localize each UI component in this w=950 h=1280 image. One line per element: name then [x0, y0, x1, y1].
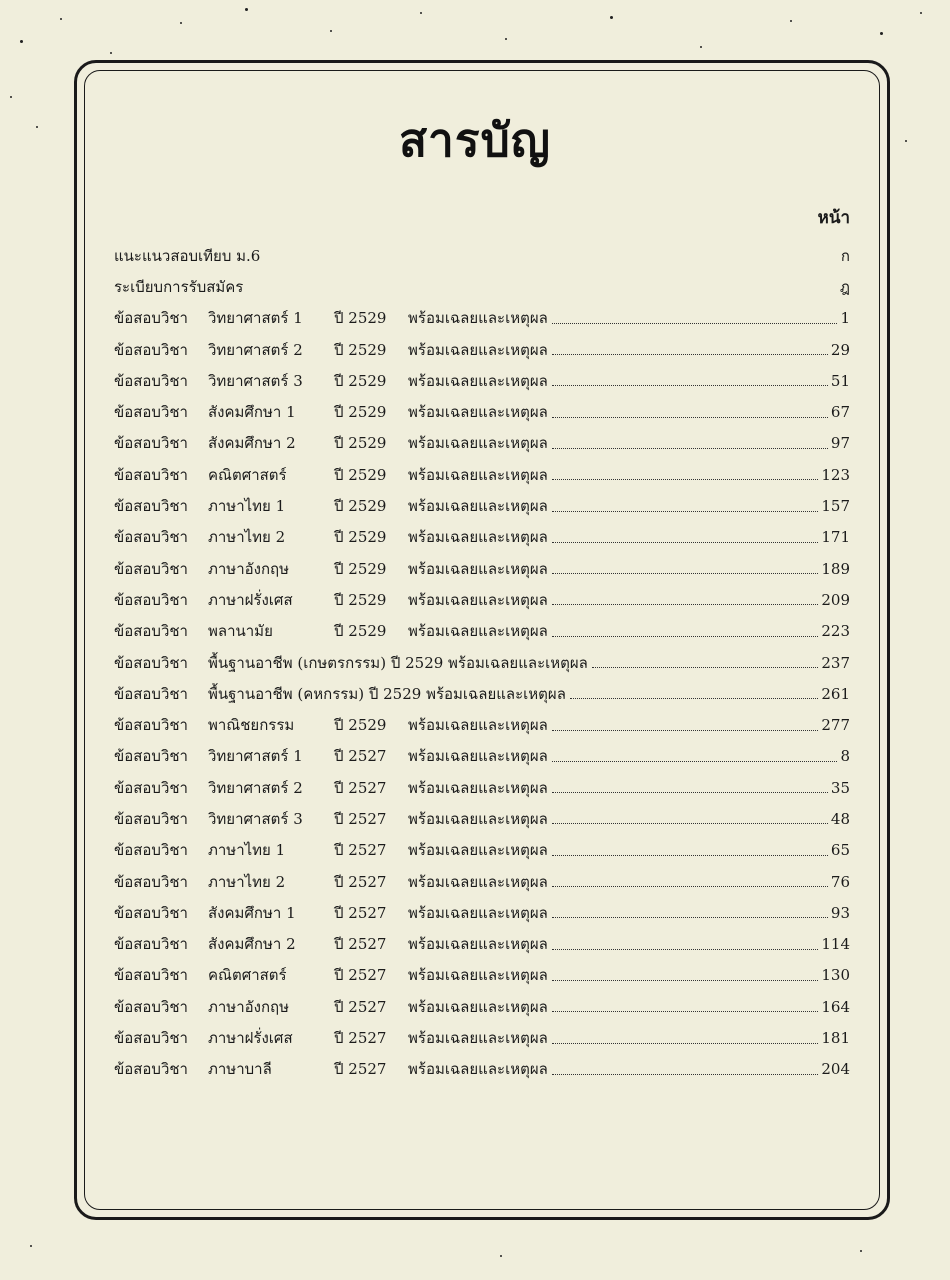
- toc-entry-year: ปี 2529: [334, 622, 387, 641]
- toc-page-number: 123: [821, 465, 850, 484]
- toc-entry-title: พร้อมเฉลยและเหตุผล: [408, 340, 548, 359]
- toc-entry-year: ปี 2529: [334, 434, 387, 453]
- toc-entry-label: ข้อสอบวิชา: [114, 434, 188, 453]
- toc-page-number: ฎ: [839, 277, 850, 296]
- toc-entry-label: ข้อสอบวิชา: [114, 653, 188, 672]
- toc-entry-row: [114, 772, 850, 803]
- toc-dot-leader: [552, 323, 838, 324]
- toc-dot-leader: [552, 761, 838, 762]
- toc-entry-subject: วิทยาศาสตร์ 3: [208, 371, 303, 390]
- toc-entry-row: [114, 584, 850, 615]
- toc-dot-leader: [552, 1043, 819, 1044]
- toc-dot-leader: [552, 511, 819, 512]
- toc-entry-subject: ภาษาฝรั่งเศส: [208, 1029, 293, 1048]
- toc-dot-leader: [552, 354, 828, 355]
- toc-entry-title: พร้อมเฉลยและเหตุผล: [408, 622, 548, 641]
- toc-entry-row: [114, 1054, 850, 1085]
- toc-entry-title: พร้อมเฉลยและเหตุผล: [408, 559, 548, 578]
- toc-entry-row: [114, 303, 850, 334]
- toc-page-number: 8: [840, 747, 850, 766]
- toc-entry-tail: [408, 870, 850, 894]
- toc-entry-row: [114, 459, 850, 490]
- toc-page-number: 277: [821, 716, 850, 735]
- toc-page-number: 157: [821, 497, 850, 516]
- toc-entry-row: [114, 929, 850, 960]
- toc-dot-leader: [592, 667, 818, 668]
- toc-entry-label: ข้อสอบวิชา: [114, 340, 188, 359]
- toc-entry-full-text: พื้นฐานอาชีพ (คหกรรม) ปี 2529 พร้อมเฉลยและเหตุผล: [208, 684, 566, 703]
- toc-entry-year: ปี 2529: [334, 403, 387, 422]
- toc-page-number: 51: [830, 371, 850, 390]
- toc-page-number: 114: [821, 935, 850, 954]
- toc-entry-subject: ภาษาอังกฤษ: [208, 559, 290, 578]
- toc-entry-year: ปี 2529: [334, 716, 387, 735]
- toc-entry-subject: สังคมศึกษา 2: [208, 935, 296, 954]
- toc-dot-leader: [552, 1074, 819, 1075]
- toc-entry-tail: [408, 776, 850, 800]
- toc-page-number: 97: [830, 434, 850, 453]
- toc-page-number: 35: [830, 778, 850, 797]
- toc-page-number: 261: [821, 684, 850, 703]
- toc-entry-row: [114, 678, 850, 709]
- toc-entry-year: ปี 2529: [334, 528, 387, 547]
- toc-entry-row: [114, 616, 850, 647]
- toc-dot-leader: [552, 448, 828, 449]
- toc-page-number: ก: [840, 246, 850, 265]
- toc-entry-subject: สังคมศึกษา 1: [208, 903, 296, 922]
- toc-entry-row: [114, 334, 850, 365]
- toc-entry-label: ข้อสอบวิชา: [114, 935, 188, 954]
- toc-dot-leader: [552, 636, 819, 637]
- toc-entry-tail: [408, 619, 850, 643]
- toc-entry-row: [114, 647, 850, 678]
- toc-entry-row: [114, 365, 850, 396]
- toc-entry-tail: [408, 901, 850, 925]
- toc-entry-label: ข้อสอบวิชา: [114, 966, 188, 985]
- toc-entry-title: พร้อมเฉลยและเหตุผล: [408, 590, 548, 609]
- toc-entry-tail: [408, 431, 850, 455]
- toc-entry-tail: [408, 306, 850, 330]
- toc-page-number: 181: [821, 1029, 850, 1048]
- toc-entry-subject: พาณิชยกรรม: [208, 716, 295, 735]
- toc-entry-tail: [408, 932, 850, 956]
- toc-entry-year: ปี 2527: [334, 1060, 387, 1079]
- toc-dot-leader: [552, 385, 828, 386]
- toc-entry-row: [114, 866, 850, 897]
- toc-page-number: 164: [821, 997, 850, 1016]
- toc-entry-row: [114, 960, 850, 991]
- toc-entry-tail: [208, 682, 850, 706]
- toc-dot-leader: [552, 980, 819, 981]
- toc-dot-leader: [552, 1011, 819, 1012]
- toc-entry-year: ปี 2527: [334, 1029, 387, 1048]
- toc-entry-row: [114, 428, 850, 459]
- toc-dot-leader: [552, 792, 828, 793]
- toc-page-number: 223: [821, 622, 850, 641]
- toc-entry-tail: [408, 838, 850, 862]
- toc-entry-label: ข้อสอบวิชา: [114, 716, 188, 735]
- toc-entry-label: ข้อสอบวิชา: [114, 309, 188, 328]
- toc-entry-subject: วิทยาศาสตร์ 2: [208, 340, 303, 359]
- toc-entry-label: ข้อสอบวิชา: [114, 1060, 188, 1079]
- toc-entry-label: ข้อสอบวิชา: [114, 1029, 188, 1048]
- toc-entry-label: ข้อสอบวิชา: [114, 778, 188, 797]
- toc-dot-leader: [552, 479, 819, 480]
- toc-entry-year: ปี 2527: [334, 809, 387, 828]
- toc-entry-label: ข้อสอบวิชา: [114, 622, 188, 641]
- toc-entry-year: ปี 2527: [334, 747, 387, 766]
- toc-entry-row: [114, 709, 850, 740]
- toc-dot-leader: [570, 698, 818, 699]
- toc-entry-label: ข้อสอบวิชา: [114, 872, 188, 891]
- toc-entry-row: [114, 803, 850, 834]
- toc-entry-year: ปี 2529: [334, 497, 387, 516]
- toc-entry-title: พร้อมเฉลยและเหตุผล: [408, 809, 548, 828]
- toc-entry-tail: [408, 338, 850, 362]
- toc-entry-tail: [408, 713, 850, 737]
- toc-page-number: 189: [821, 559, 850, 578]
- toc-entry-title: พร้อมเฉลยและเหตุผล: [408, 841, 548, 860]
- toc-intro-title: แนะแนวสอบเทียบ ม.6: [114, 246, 261, 265]
- toc-entry-subject: สังคมศึกษา 2: [208, 434, 296, 453]
- toc-intro-row: [114, 240, 850, 271]
- toc-page-number: 130: [821, 966, 850, 985]
- toc-entry-row: [114, 490, 850, 521]
- toc-entry-full-text: พื้นฐานอาชีพ (เกษตรกรรม) ปี 2529 พร้อมเฉลยและเหตุผล: [208, 653, 588, 672]
- toc-dot-leader: [552, 417, 828, 418]
- toc-entry-year: ปี 2527: [334, 872, 387, 891]
- toc-entry-year: ปี 2527: [334, 935, 387, 954]
- toc-entry-row: [114, 897, 850, 928]
- toc-entry-subject: วิทยาศาสตร์ 3: [208, 809, 303, 828]
- toc-entry-row: [114, 835, 850, 866]
- toc-entry-title: พร้อมเฉลยและเหตุผล: [408, 309, 548, 328]
- toc-entry-label: ข้อสอบวิชา: [114, 528, 188, 547]
- toc-entry-label: ข้อสอบวิชา: [114, 465, 188, 484]
- toc-page-number: 93: [830, 903, 850, 922]
- toc-entry-row: [114, 1022, 850, 1053]
- toc-entry-subject: พลานามัย: [208, 622, 273, 641]
- toc-dot-leader: [552, 886, 828, 887]
- toc-entry-tail: [408, 494, 850, 518]
- toc-entry-title: พร้อมเฉลยและเหตุผล: [408, 716, 548, 735]
- toc-entry-title: พร้อมเฉลยและเหตุผล: [408, 1060, 548, 1079]
- toc-page-number: 209: [821, 590, 850, 609]
- toc-dot-leader: [552, 730, 819, 731]
- toc-dot-leader: [552, 855, 828, 856]
- toc-entry-row: [114, 991, 850, 1022]
- toc-entry-label: ข้อสอบวิชา: [114, 590, 188, 609]
- toc-dot-leader: [552, 604, 819, 605]
- toc-entry-title: พร้อมเฉลยและเหตุผล: [408, 528, 548, 547]
- toc-entry-title: พร้อมเฉลยและเหตุผล: [408, 903, 548, 922]
- toc-dot-leader: [552, 573, 819, 574]
- toc-entry-tail: [408, 1057, 850, 1081]
- toc-entry-tail: [408, 525, 850, 549]
- toc-entry-label: ข้อสอบวิชา: [114, 559, 188, 578]
- toc-entry-tail: [208, 651, 850, 675]
- toc-entry-subject: ภาษาบาลี: [208, 1060, 272, 1079]
- toc-entry-row: [114, 553, 850, 584]
- toc-page-number: 237: [821, 653, 850, 672]
- toc-entry-label: ข้อสอบวิชา: [114, 497, 188, 516]
- toc-entry-title: พร้อมเฉลยและเหตุผล: [408, 747, 548, 766]
- toc-entry-tail: [408, 557, 850, 581]
- toc-page-number: 48: [830, 809, 850, 828]
- toc-entry-year: ปี 2527: [334, 966, 387, 985]
- toc-entry-title: พร้อมเฉลยและเหตุผล: [408, 434, 548, 453]
- toc-entry-tail: [408, 463, 850, 487]
- toc-dot-leader: [552, 823, 828, 824]
- toc-entry-subject: ภาษาไทย 1: [208, 497, 286, 516]
- toc-entry-tail: [408, 963, 850, 987]
- toc-entry-title: พร้อมเฉลยและเหตุผล: [408, 371, 548, 390]
- toc-entry-label: ข้อสอบวิชา: [114, 809, 188, 828]
- toc-dot-leader: [552, 949, 819, 950]
- toc-entry-title: พร้อมเฉลยและเหตุผล: [408, 935, 548, 954]
- toc-entry-label: ข้อสอบวิชา: [114, 903, 188, 922]
- table-of-contents: [114, 240, 850, 1085]
- toc-entry-year: ปี 2527: [334, 841, 387, 860]
- toc-page-number: 29: [830, 340, 850, 359]
- toc-page-number: 1: [840, 309, 850, 328]
- toc-entry-label: ข้อสอบวิชา: [114, 371, 188, 390]
- toc-intro-title: ระเบียบการรับสมัคร: [114, 277, 244, 296]
- toc-entry-subject: ภาษาอังกฤษ: [208, 997, 290, 1016]
- toc-entry-tail: [408, 995, 850, 1019]
- toc-dot-leader: [552, 542, 819, 543]
- toc-page-number: 76: [830, 872, 850, 891]
- toc-entry-year: ปี 2527: [334, 903, 387, 922]
- toc-entry-subject: สังคมศึกษา 1: [208, 403, 296, 422]
- toc-entry-subject: ภาษาไทย 2: [208, 872, 286, 891]
- toc-entry-year: ปี 2527: [334, 778, 387, 797]
- toc-entry-subject: คณิตศาสตร์: [208, 465, 287, 484]
- toc-entry-year: ปี 2529: [334, 465, 387, 484]
- toc-entry-title: พร้อมเฉลยและเหตุผล: [408, 1029, 548, 1048]
- toc-entry-year: ปี 2527: [334, 997, 387, 1016]
- toc-entry-label: ข้อสอบวิชา: [114, 684, 188, 703]
- toc-entry-year: ปี 2529: [334, 371, 387, 390]
- toc-entry-tail: [408, 1026, 850, 1050]
- toc-entry-title: พร้อมเฉลยและเหตุผล: [408, 497, 548, 516]
- toc-entry-subject: วิทยาศาสตร์ 1: [208, 309, 303, 328]
- toc-entry-subject: วิทยาศาสตร์ 2: [208, 778, 303, 797]
- toc-entry-title: พร้อมเฉลยและเหตุผล: [408, 403, 548, 422]
- toc-entry-tail: [408, 588, 850, 612]
- toc-entry-label: ข้อสอบวิชา: [114, 403, 188, 422]
- toc-entry-label: ข้อสอบวิชา: [114, 997, 188, 1016]
- toc-entry-subject: ภาษาไทย 2: [208, 528, 286, 547]
- toc-entry-year: ปี 2529: [334, 309, 387, 328]
- toc-intro-row: [114, 271, 850, 302]
- toc-entry-label: ข้อสอบวิชา: [114, 841, 188, 860]
- toc-entry-title: พร้อมเฉลยและเหตุผล: [408, 778, 548, 797]
- toc-entry-label: ข้อสอบวิชา: [114, 747, 188, 766]
- page-title: สารบัญ: [398, 113, 551, 167]
- toc-entry-title: พร้อมเฉลยและเหตุผล: [408, 966, 548, 985]
- toc-entry-subject: วิทยาศาสตร์ 1: [208, 747, 303, 766]
- toc-entry-tail: [408, 807, 850, 831]
- toc-entry-year: ปี 2529: [334, 340, 387, 359]
- toc-page-number: 204: [821, 1060, 850, 1079]
- toc-entry-year: ปี 2529: [334, 559, 387, 578]
- toc-entry-tail: [408, 744, 850, 768]
- toc-entry-row: [114, 396, 850, 427]
- toc-entry-subject: ภาษาไทย 1: [208, 841, 286, 860]
- toc-entry-subject: ภาษาฝรั่งเศส: [208, 590, 293, 609]
- toc-page-number: 67: [830, 403, 850, 422]
- toc-entry-title: พร้อมเฉลยและเหตุผล: [408, 872, 548, 891]
- toc-entry-tail: [408, 369, 850, 393]
- toc-entry-subject: คณิตศาสตร์: [208, 966, 287, 985]
- toc-page-number: 171: [821, 528, 850, 547]
- toc-entry-year: ปี 2529: [334, 590, 387, 609]
- toc-entry-title: พร้อมเฉลยและเหตุผล: [408, 997, 548, 1016]
- toc-entry-title: พร้อมเฉลยและเหตุผล: [408, 465, 548, 484]
- toc-page-number: 65: [830, 841, 850, 860]
- toc-entry-row: [114, 522, 850, 553]
- toc-dot-leader: [552, 917, 828, 918]
- page-column-header: หน้า: [817, 208, 850, 228]
- toc-entry-row: [114, 741, 850, 772]
- toc-entry-tail: [408, 400, 850, 424]
